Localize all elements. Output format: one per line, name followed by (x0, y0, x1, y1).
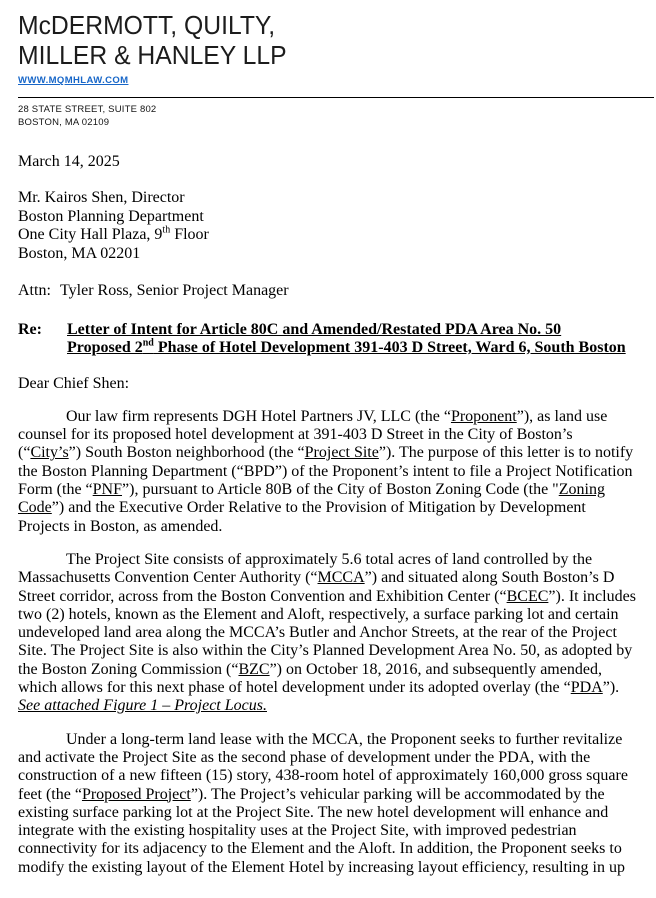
subject-line-1: Letter of Intent for Article 80C and Amended/Restated PDA Area No. 50 (67, 320, 562, 338)
firm-website-link[interactable]: WWW.MQMHLAW.COM (18, 75, 129, 86)
firm-name (18, 10, 607, 70)
body-paragraph-2: The Project Site consists of approximately 5.6 total acres of land controlled by the Massachusetts Convention Center Authority (“MCCA”) and situated along South Boston’s D Street corridor, across from the Boston Convention and Exhibition Center (“BCEC”). It includes two (2) hotels, known as the Element and Aloft, respectively, a surface parking lot and certain undeveloped land area along the MCCA’s Butler and Anchor Streets, at the rear of the Project Site. The Project Site is also within the City’s Planned Development Area No. 50, as adopted by the Boston Zoning Commission (“BZC”) on October 18, 2016, and subsequently amended, which allows for this next phase of hotel development under its adopted overlay (the “PDA”). See attached Figure 1 – Project Locus. (18, 550, 636, 715)
recipient-line: One City Hall Plaza, 9th Floor (18, 224, 209, 244)
subject-lines (67, 321, 626, 358)
firm-name-line2: MILLER & HANLEY LLP (18, 40, 287, 70)
firm-address-line1: 28 STATE STREET, SUITE 802 (18, 104, 157, 115)
firm-name-line1: McDERMOTT, QUILTY, (18, 10, 276, 40)
recipient-line: Boston, MA 02201 (18, 244, 141, 262)
body-paragraph-3: Under a long-term land lease with the MCCA, the Proponent seeks to further revitalize and activate the Project Site as the second phase of development under the PDA, with the construction of a new fifteen (15) story, 438-room hotel of approximately 160,000 gross square feet (the “Proposed Project”). The Project’s vehicular parking will be accommodated by the existing surface parking lot at the Project Site. The new hotel development will enhance and integrate with the existing hospitality uses at the Project Site, with improved pedestrian connectivity for its adjacency to the Element and the Aloft. In addition, the Proponent seeks to modify the existing layout of the Element Hotel by increasing layout efficiency, resulting in up (18, 730, 628, 876)
attention-label: Attn: (18, 282, 51, 300)
letter-date: March 14, 2025 (18, 153, 120, 170)
body-paragraph-1: Our law firm represents DGH Hotel Partners JV, LLC (the “Proponent”), as land use counsel for its proposed hotel development at 391-403 D Street in the City of Boston’s (“City’s”) South Boston neighborhood (the “Project Site”). The purpose of this letter is to notify the Boston Planning Department (“BPD”) of the Proponent’s intent to file a Project Notification Form (the “PNF”), pursuant to Article 80B of the City of Boston Zoning Code (the "Zoning Code”) and the Executive Order Relative to the Provision of Mitigation by Development Projects in Boston, as amended. (18, 407, 634, 535)
letterhead-divider (18, 97, 654, 98)
recipient-block (18, 189, 638, 263)
firm-address (18, 103, 638, 129)
firm-address-line2: BOSTON, MA 02109 (18, 117, 110, 128)
salutation: Dear Chief Shen: (18, 374, 130, 392)
letterhead (18, 10, 638, 129)
subject-block (18, 321, 638, 358)
attention-value: Tyler Ross, Senior Project Manager (60, 282, 289, 300)
attention-line (18, 282, 638, 300)
recipient-line: Boston Planning Department (18, 207, 204, 225)
re-label: Re: (18, 320, 42, 338)
subject-line-2: Proposed 2nd Phase of Hotel Development 391-403 D Street, Ward 6, South Boston (67, 337, 626, 357)
recipient-line: Mr. Kairos Shen, Director (18, 189, 185, 207)
